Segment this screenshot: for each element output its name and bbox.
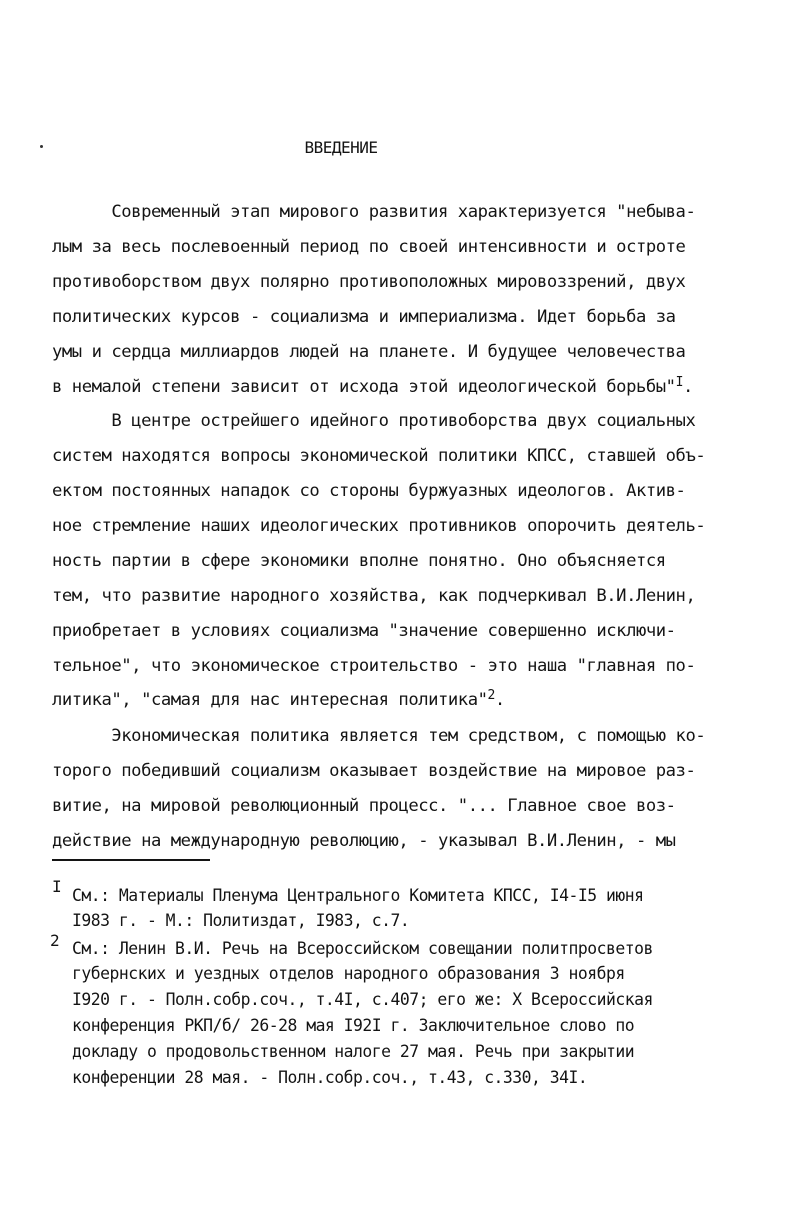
body-line: витие, на мировой революционный процесс. "... Главное свое воз- (52, 796, 676, 816)
body-line: действие на международную революцию, - указывал В.И.Ленин, - мы (52, 831, 676, 851)
body-line-text: литика", "самая для нас интересная политика" (52, 690, 488, 710)
body-line-text: в немалой степени зависит от исхода этой идеологической борьбы" (52, 377, 676, 397)
sentence-end: . (494, 690, 505, 710)
body-line: противоборством двух полярно противоположных мировоззрений, двух (52, 272, 686, 292)
body-line: ектом постоянных нападок со стороны буржуазных идеологов. Актив- (52, 481, 686, 501)
footnote-line: I920 г. - Полн.собр.соч., т.4I, с.407; его же: X Всероссийская (72, 990, 653, 1009)
body-line: ное стремление наших идеологических противников опорочить деятель- (52, 516, 706, 536)
body-line: Экономическая политика является тем средством, с помощью ко- (52, 726, 706, 746)
footnote-line: См.: Ленин В.И. Речь на Всероссийском совещании политпросветов (72, 939, 653, 958)
body-line: торого победивший социализм оказывает воздействие на мировое раз- (52, 761, 696, 781)
footnote-mark: I (52, 877, 62, 896)
body-line: тем, что развитие народного хозяйства, как подчеркивал В.И.Ленин, (52, 586, 696, 606)
body-line: тельное", что экономическое строительство - это наша "главная по- (52, 656, 696, 676)
footnote-line: См.: Материалы Пленума Центрального Комитета КПСС, I4-I5 июня (72, 886, 644, 905)
sentence-end: . (682, 377, 693, 397)
footnote-divider (52, 859, 210, 861)
body-line (52, 690, 505, 710)
body-line: систем находятся вопросы экономической политики КПСС, ставшей объ- (52, 446, 706, 466)
footnote-line: конференции 28 мая. - Полн.собр.соч., т.43, с.330, 34I. (72, 1068, 588, 1087)
footnote-ref: I (675, 375, 683, 390)
body-line: Современный этап мирового развития характеризуется "небыва- (52, 202, 696, 222)
body-line: политических курсов - социализма и империализма. Идет борьба за (52, 307, 676, 327)
body-line: приобретает в условиях социализма "значение совершенно исключи- (52, 621, 676, 641)
body-line: ность партии в сфере экономики вполне понятно. Оно объясняется (52, 551, 666, 571)
body-line (52, 377, 693, 397)
page-title: ВВЕДЕНИЕ (304, 138, 378, 157)
footnote-ref: 2 (487, 688, 495, 703)
footnote-line: докладу о продовольственном налоге 27 мая. Речь при закрытии (72, 1042, 635, 1061)
footnote-line: I983 г. - М.: Политиздат, I983, с.7. (72, 911, 410, 930)
footnote-line: губернских и уездных отделов народного образования 3 ноября (72, 964, 625, 983)
body-line: В центре острейшего идейного противоборства двух социальных (52, 411, 696, 431)
footnote-mark: 2 (50, 931, 60, 950)
body-line: лым за весь послевоенный период по своей интенсивности и остроте (52, 237, 686, 257)
footnote-line: конференция РКП/б/ 26-28 мая I92I г. Заключительное слово по (72, 1016, 635, 1035)
body-line: умы и сердца миллиардов людей на планете. И будущее человечества (52, 342, 686, 362)
